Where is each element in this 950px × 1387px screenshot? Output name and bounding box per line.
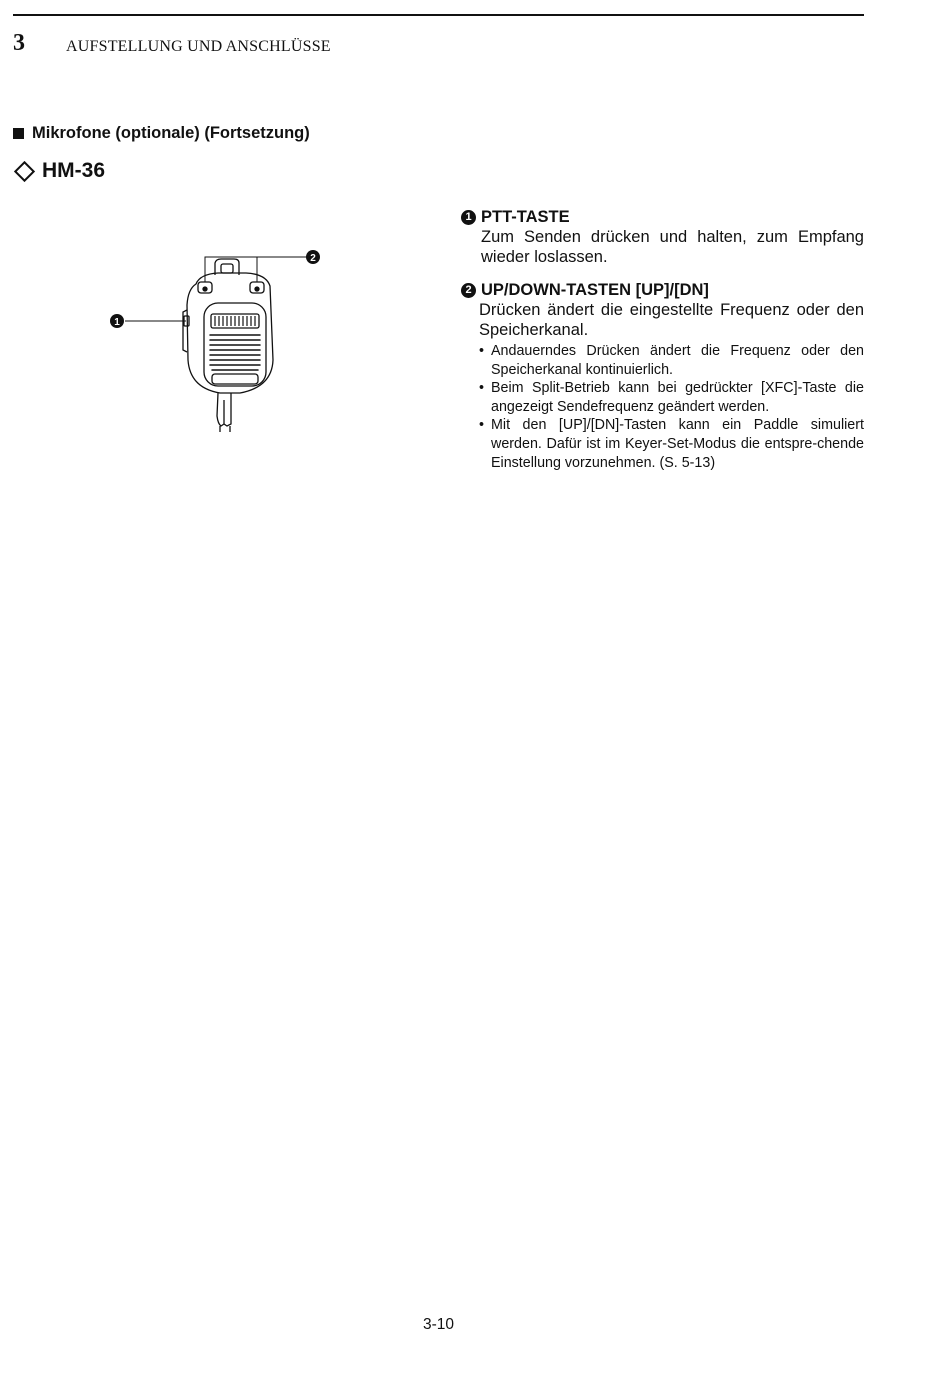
bullet-item: • Andauerndes Drücken ändert die Frequenz oder den Speicherkanal kontinuierlich. <box>479 342 864 379</box>
section-title: Mikrofone (optionale) (Fortsetzung) <box>32 124 310 142</box>
bullet-item: • Beim Split-Betrieb kann bei gedrückter [XFC]-Taste die angezeigt Sendefrequenz geändert werden. <box>479 379 864 416</box>
chapter-title: AUFSTELLUNG UND ANSCHLÜSSE <box>66 38 331 55</box>
item-title: PTT-TASTE <box>481 208 570 226</box>
number-2-icon: 2 <box>461 283 476 298</box>
item-up-down <box>461 280 864 472</box>
number-1-icon: 1 <box>461 210 476 225</box>
section-heading <box>13 124 310 143</box>
item-description: Drücken ändert die eingestellte Frequenz oder den Speicherkanal. <box>479 301 864 339</box>
model-title: HM-36 <box>42 159 106 182</box>
bullet-item: • Mit den [UP]/[DN]-Tasten kann ein Paddle simuliert werden. Dafür ist im Keyer-Set-Modus die entspre-chende Einstellung vorzunehmen. (S. 5-13) <box>479 416 864 472</box>
square-bullet-icon <box>13 128 24 139</box>
page-number: 3-10 <box>422 1316 455 1333</box>
bullet-list <box>479 342 864 472</box>
item-title: UP/DOWN-TASTEN [UP]/[DN] <box>481 281 709 299</box>
diamond-bullet-icon <box>14 160 35 181</box>
header-rule <box>13 14 864 16</box>
item-description: Zum Senden drücken und halten, zum Empfang wieder loslassen. <box>481 228 864 266</box>
item-ptt <box>461 207 864 267</box>
callout-2-label: 2 <box>310 253 316 264</box>
microphone-illustration <box>100 240 340 435</box>
chapter-number: 3 <box>13 30 25 56</box>
description-list <box>461 207 864 485</box>
callout-1-label: 1 <box>114 317 120 328</box>
sub-heading <box>13 159 105 183</box>
